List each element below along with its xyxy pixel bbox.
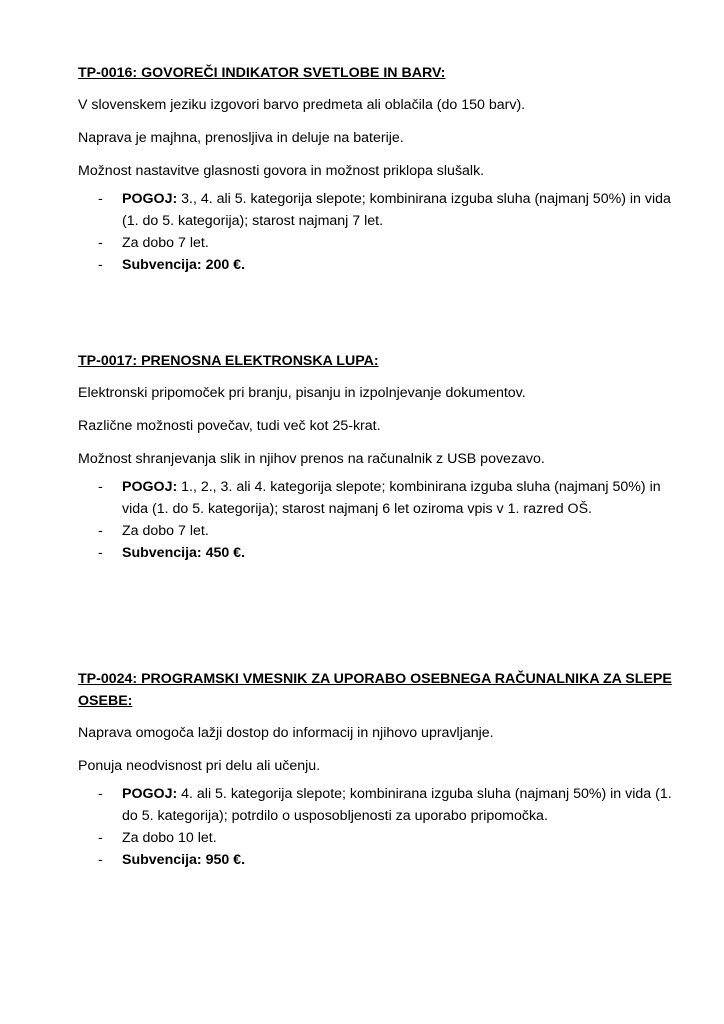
conditions-list	[78, 476, 672, 564]
list-item-condition: - POGOJ: 1., 2., 3. ali 4. kategorija slepote; kombinirana izguba sluha (najmanj 50%) in vida (1. do 5. kategorija); starost najmanj 6 let oziroma vpis v 1. razred OŠ.	[98, 479, 661, 517]
condition-label: POGOJ:	[122, 479, 178, 495]
section-title: TP-0017: PRENOSNA ELEKTRONSKA LUPA:	[78, 353, 379, 369]
section-tp-0024	[78, 668, 672, 871]
period-text: Za dobo 10 let.	[122, 830, 217, 846]
list-item-subsidy: - Subvencija: 950 €.	[98, 852, 246, 868]
paragraph: Možnost nastavitve glasnosti govora in možnost priklopa slušalk.	[78, 163, 485, 179]
list-item-period: - Za dobo 7 let.	[98, 235, 209, 251]
paragraph: Naprava je majhna, prenosljiva in deluje na baterije.	[78, 130, 404, 146]
paragraph: Ponuja neodvisnost pri delu ali učenju.	[78, 758, 321, 774]
section-title: TP-0016: GOVOREČI INDIKATOR SVETLOBE IN BARV:	[78, 65, 446, 81]
paragraph: Različne možnosti povečav, tudi več kot 25-krat.	[78, 418, 381, 434]
condition-text: 1., 2., 3. ali 4. kategorija slepote; kombinirana izguba sluha (najmanj 50%) in vida (1. do 5. kategorija); starost najmanj 6 let oziroma vpis v 1. razred OŠ.	[122, 479, 661, 517]
paragraph: Možnost shranjevanja slik in njihov prenos na računalnik z USB povezavo.	[78, 451, 545, 467]
paragraph: Elektronski pripomoček pri branju, pisanju in izpolnjevanje dokumentov.	[78, 385, 526, 401]
condition-text: 3., 4. ali 5. kategorija slepote; kombinirana izguba sluha (najmanj 50%) in vida (1. do 5. kategorija); starost najmanj 7 let.	[122, 191, 671, 229]
condition-label: POGOJ:	[122, 191, 178, 207]
subsidy-text: Subvencija: 450 €.	[122, 545, 246, 561]
list-item-condition: - POGOJ: 4. ali 5. kategorija slepote; kombinirana izguba sluha (najmanj 50%) in vida (1. do 5. kategorija); potrdilo o usposobljenosti za uporabo pripomočka.	[98, 786, 672, 824]
section-tp-0016	[78, 62, 672, 276]
conditions-list	[78, 188, 672, 276]
list-item-period: - Za dobo 7 let.	[98, 523, 209, 539]
period-text: Za dobo 7 let.	[122, 523, 209, 539]
list-item-subsidy: - Subvencija: 200 €.	[98, 257, 246, 273]
period-text: Za dobo 7 let.	[122, 235, 209, 251]
list-item-subsidy: - Subvencija: 450 €.	[98, 545, 246, 561]
conditions-list	[78, 783, 672, 871]
condition-text: 4. ali 5. kategorija slepote; kombinirana izguba sluha (najmanj 50%) in vida (1. do 5. kategorija); potrdilo o usposobljenosti za uporabo pripomočka.	[122, 786, 672, 824]
list-item-period: - Za dobo 10 let.	[98, 830, 217, 846]
section-title: TP-0024: PROGRAMSKI VMESNIK ZA UPORABO OSEBNEGA RAČUNALNIKA ZA SLEPE OSEBE:	[78, 671, 672, 709]
condition-label: POGOJ:	[122, 786, 178, 802]
subsidy-text: Subvencija: 950 €.	[122, 852, 246, 868]
paragraph: Naprava omogoča lažji dostop do informacij in njihovo upravljanje.	[78, 725, 494, 741]
list-item-condition: - POGOJ: 3., 4. ali 5. kategorija slepote; kombinirana izguba sluha (najmanj 50%) in vida (1. do 5. kategorija); starost najmanj 7 let.	[98, 191, 671, 229]
section-tp-0017	[78, 350, 672, 564]
subsidy-text: Subvencija: 200 €.	[122, 257, 246, 273]
paragraph: V slovenskem jeziku izgovori barvo predmeta ali oblačila (do 150 barv).	[78, 97, 526, 113]
